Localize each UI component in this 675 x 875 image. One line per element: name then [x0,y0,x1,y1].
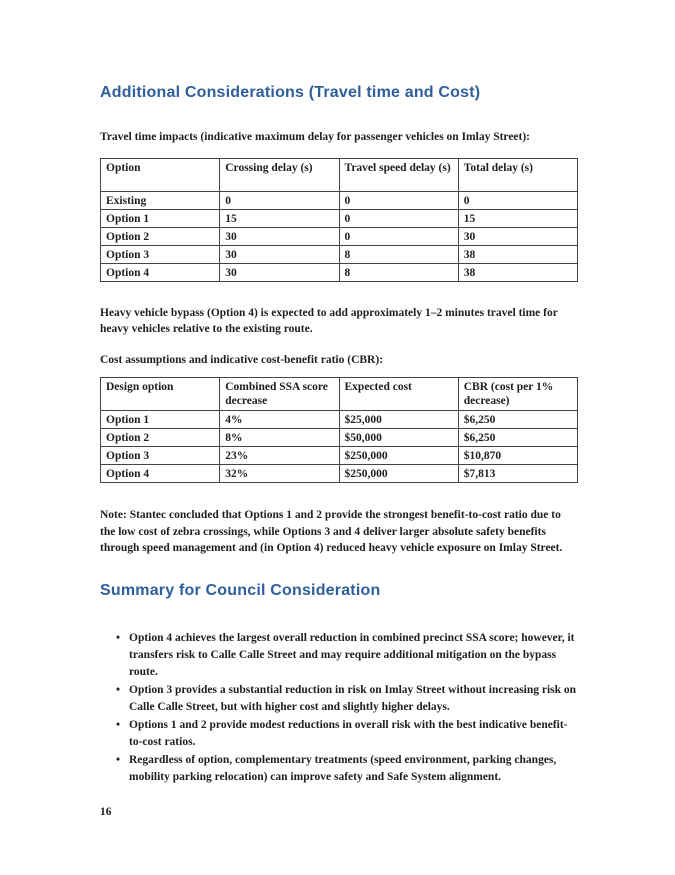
bullet-text: Option 4 achieves the largest overall reduction in combined precinct SSA score; however, it transfers risk to Calle Calle Street and may require additional mitigation on the bypass route. [129,631,575,678]
cell-crossing-delay: 30 [220,227,339,245]
column-header-design-option: Design option [101,378,220,411]
cell-cbr: $7,813 [458,465,577,483]
table-row [101,447,578,465]
column-header-option: Option [101,158,220,191]
cell-total-delay: 0 [458,191,577,209]
cell-design-option: Option 4 [101,465,220,483]
column-header-cbr: CBR (cost per 1% decrease) [458,378,577,411]
bullet-text: Regardless of option, complementary treatments (speed environment, parking changes, mobility parking relocation) can improve safety and Safe System alignment. [129,753,557,783]
table-row [101,209,578,227]
table-row [101,245,578,263]
bullet-icon: • [116,631,121,644]
cell-expected-cost: $250,000 [339,465,458,483]
list-item [116,717,578,751]
cell-travel-speed-delay: 8 [339,263,458,281]
cell-design-option: Option 3 [101,447,220,465]
list-item [116,682,578,716]
cell-crossing-delay: 30 [220,245,339,263]
cell-cbr: $10,870 [458,447,577,465]
table-row [101,411,578,429]
bullet-icon: • [116,683,121,696]
cell-total-delay: 38 [458,263,577,281]
bullet-icon: • [116,718,121,731]
table-header-row [101,158,578,191]
table-row [101,263,578,281]
cell-expected-cost: $250,000 [339,447,458,465]
column-header-crossing-delay: Crossing delay (s) [220,158,339,191]
cell-expected-cost: $25,000 [339,411,458,429]
cell-total-delay: 15 [458,209,577,227]
cell-ssa-decrease: 8% [220,429,339,447]
cell-option: Option 1 [101,209,220,227]
cell-cbr: $6,250 [458,429,577,447]
column-header-total-delay: Total delay (s) [458,158,577,191]
cell-total-delay: 30 [458,227,577,245]
cell-ssa-decrease: 32% [220,465,339,483]
cell-design-option: Option 2 [101,429,220,447]
section-title-summary-council: Summary for Council Consideration [100,581,381,599]
cell-ssa-decrease: 23% [220,447,339,465]
cell-cbr: $6,250 [458,411,577,429]
cell-crossing-delay: 30 [220,263,339,281]
cell-option: Option 4 [101,263,220,281]
cell-option: Existing [101,191,220,209]
summary-bullet-list [100,630,578,786]
cell-crossing-delay: 15 [220,209,339,227]
cell-ssa-decrease: 4% [220,411,339,429]
cost-assumptions-text: Cost assumptions and indicative cost-benefit ratio (CBR): [100,353,384,366]
bullet-icon: • [116,753,121,766]
table-row [101,227,578,245]
bullet-text: Options 1 and 2 provide modest reductions in overall risk with the best indicative benefit-to-cost ratios. [129,718,568,748]
heavy-vehicle-bypass-text: Heavy vehicle bypass (Option 4) is expected to add approximately 1–2 minutes travel time for heavy vehicles relative to the existing route. [100,306,558,335]
cell-total-delay: 38 [458,245,577,263]
table-row [101,429,578,447]
bullet-text: Option 3 provides a substantial reduction in risk on Imlay Street without increasing risk on Calle Calle Street, but with higher cost and slightly higher delays. [129,683,577,713]
cell-travel-speed-delay: 8 [339,245,458,263]
table-header-row [101,378,578,411]
cell-travel-speed-delay: 0 [339,191,458,209]
list-item [116,752,578,786]
list-item [116,630,578,681]
column-header-expected-cost: Expected cost [339,378,458,411]
cell-travel-speed-delay: 0 [339,227,458,245]
travel-delay-table [100,158,578,282]
cell-option: Option 2 [101,227,220,245]
travel-time-intro-text: Travel time impacts (indicative maximum delay for passenger vehicles on Imlay Street): [100,131,531,143]
section-title-additional-considerations: Additional Considerations (Travel time and Cost) [100,84,481,101]
page-number: 16 [100,806,112,818]
cell-expected-cost: $50,000 [339,429,458,447]
table-row [101,465,578,483]
cell-option: Option 3 [101,245,220,263]
column-header-ssa-decrease: Combined SSA score decrease [220,378,339,411]
cell-crossing-delay: 0 [220,191,339,209]
cost-benefit-table [100,377,578,483]
cell-travel-speed-delay: 0 [339,209,458,227]
table-row [101,191,578,209]
cell-design-option: Option 1 [101,411,220,429]
column-header-travel-speed-delay: Travel speed delay (s) [339,158,458,191]
stantec-note-text: Note: Stantec concluded that Options 1 and 2 provide the strongest benefit-to-cost ratio due to the low cost of zebra crossings, while Options 3 and 4 deliver larger absolute safety benefits through speed management and (in Option 4) reduced heavy vehicle exposure on Imlay Street. [100,509,563,554]
